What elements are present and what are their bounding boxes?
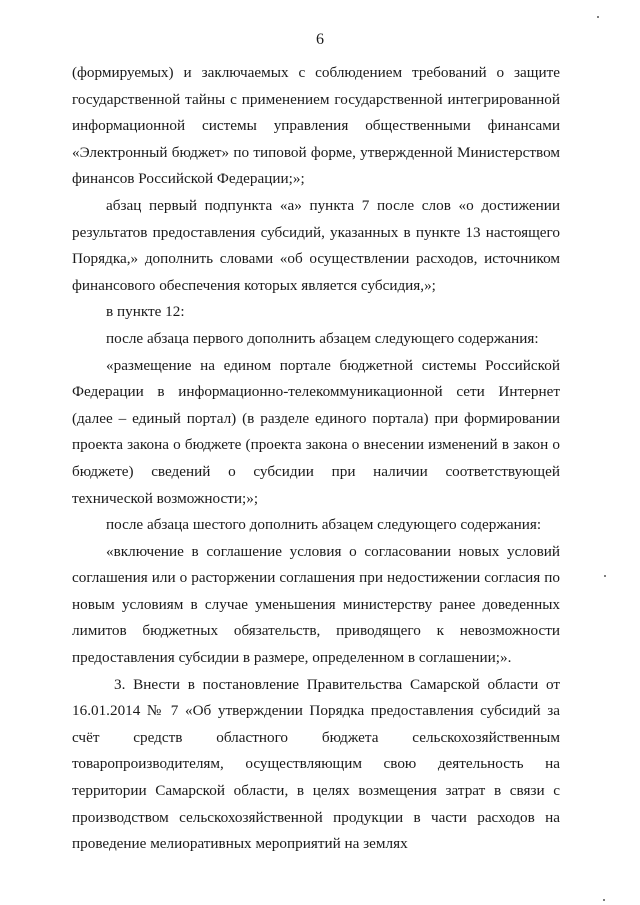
paragraph-quote-agreement: «включение в соглашение условия о согласовании новых условий соглашения или о расторжении соглашения при недостижении согласия по новым условиям в случае уменьшения министерству ранее доведенных лимитов бюджетных обязательств, приводящего к невозможности предоставления субсидии в размере, определенном в соглашении;». [72, 542, 560, 667]
paragraph-item-3: 3. Внести в постановление Правительства Самарской области от 16.01.2014 № 7 «Об утверждении Порядка предоставления субсидий за счёт средств областного бюджета сельскохозяйственным товаропроизводителям, осуществляющим свою деятельность на территории Самарской области, в целях возмещения затрат в связи с производством сельскохозяйственной продукции в части расходов на проведение мелиоративных мероприятий на землях [72, 675, 560, 853]
document-body [72, 60, 560, 858]
paragraph-after-sixth: после абзаца шестого дополнить абзацем следующего содержания: [106, 516, 542, 534]
scan-speck [603, 899, 605, 901]
paragraph-after-first: после абзаца первого дополнить абзацем следующего содержания: [106, 329, 539, 347]
page-number: 6 [316, 31, 324, 48]
paragraph-point-12: в пункте 12: [106, 303, 185, 321]
scan-speck [597, 16, 599, 18]
paragraph-continuation: (формируемых) и заключаемых с соблюдением требований о защите государственной тайны с применением государственной интегрированной информационной системы управления общественными финансами «Электронный бюджет» по типовой форме, утвержденной Министерством финансов Российской Федерации;»; [72, 64, 560, 188]
scan-speck [604, 575, 606, 577]
paragraph-quote-portal: «размещение на едином портале бюджетной системы Российской Федерации в информационно-телекоммуникационной сети Интернет (далее – единый портал) (в разделе единого портала) при формировании проекта закона о бюджете (проекта закона о внесении изменений в закон о бюджете) сведений о субсидии при наличии соответствующей технической возможности;»; [72, 356, 560, 507]
paragraph-amendment-7a: абзац первый подпункта «а» пункта 7 после слов «о достижении результатов предоставления субсидий, указанных в пункте 13 настоящего Порядка,» дополнить словами «об осуществлении расходов, источником финансового обеспечения которых является субсидия,»; [72, 196, 560, 294]
